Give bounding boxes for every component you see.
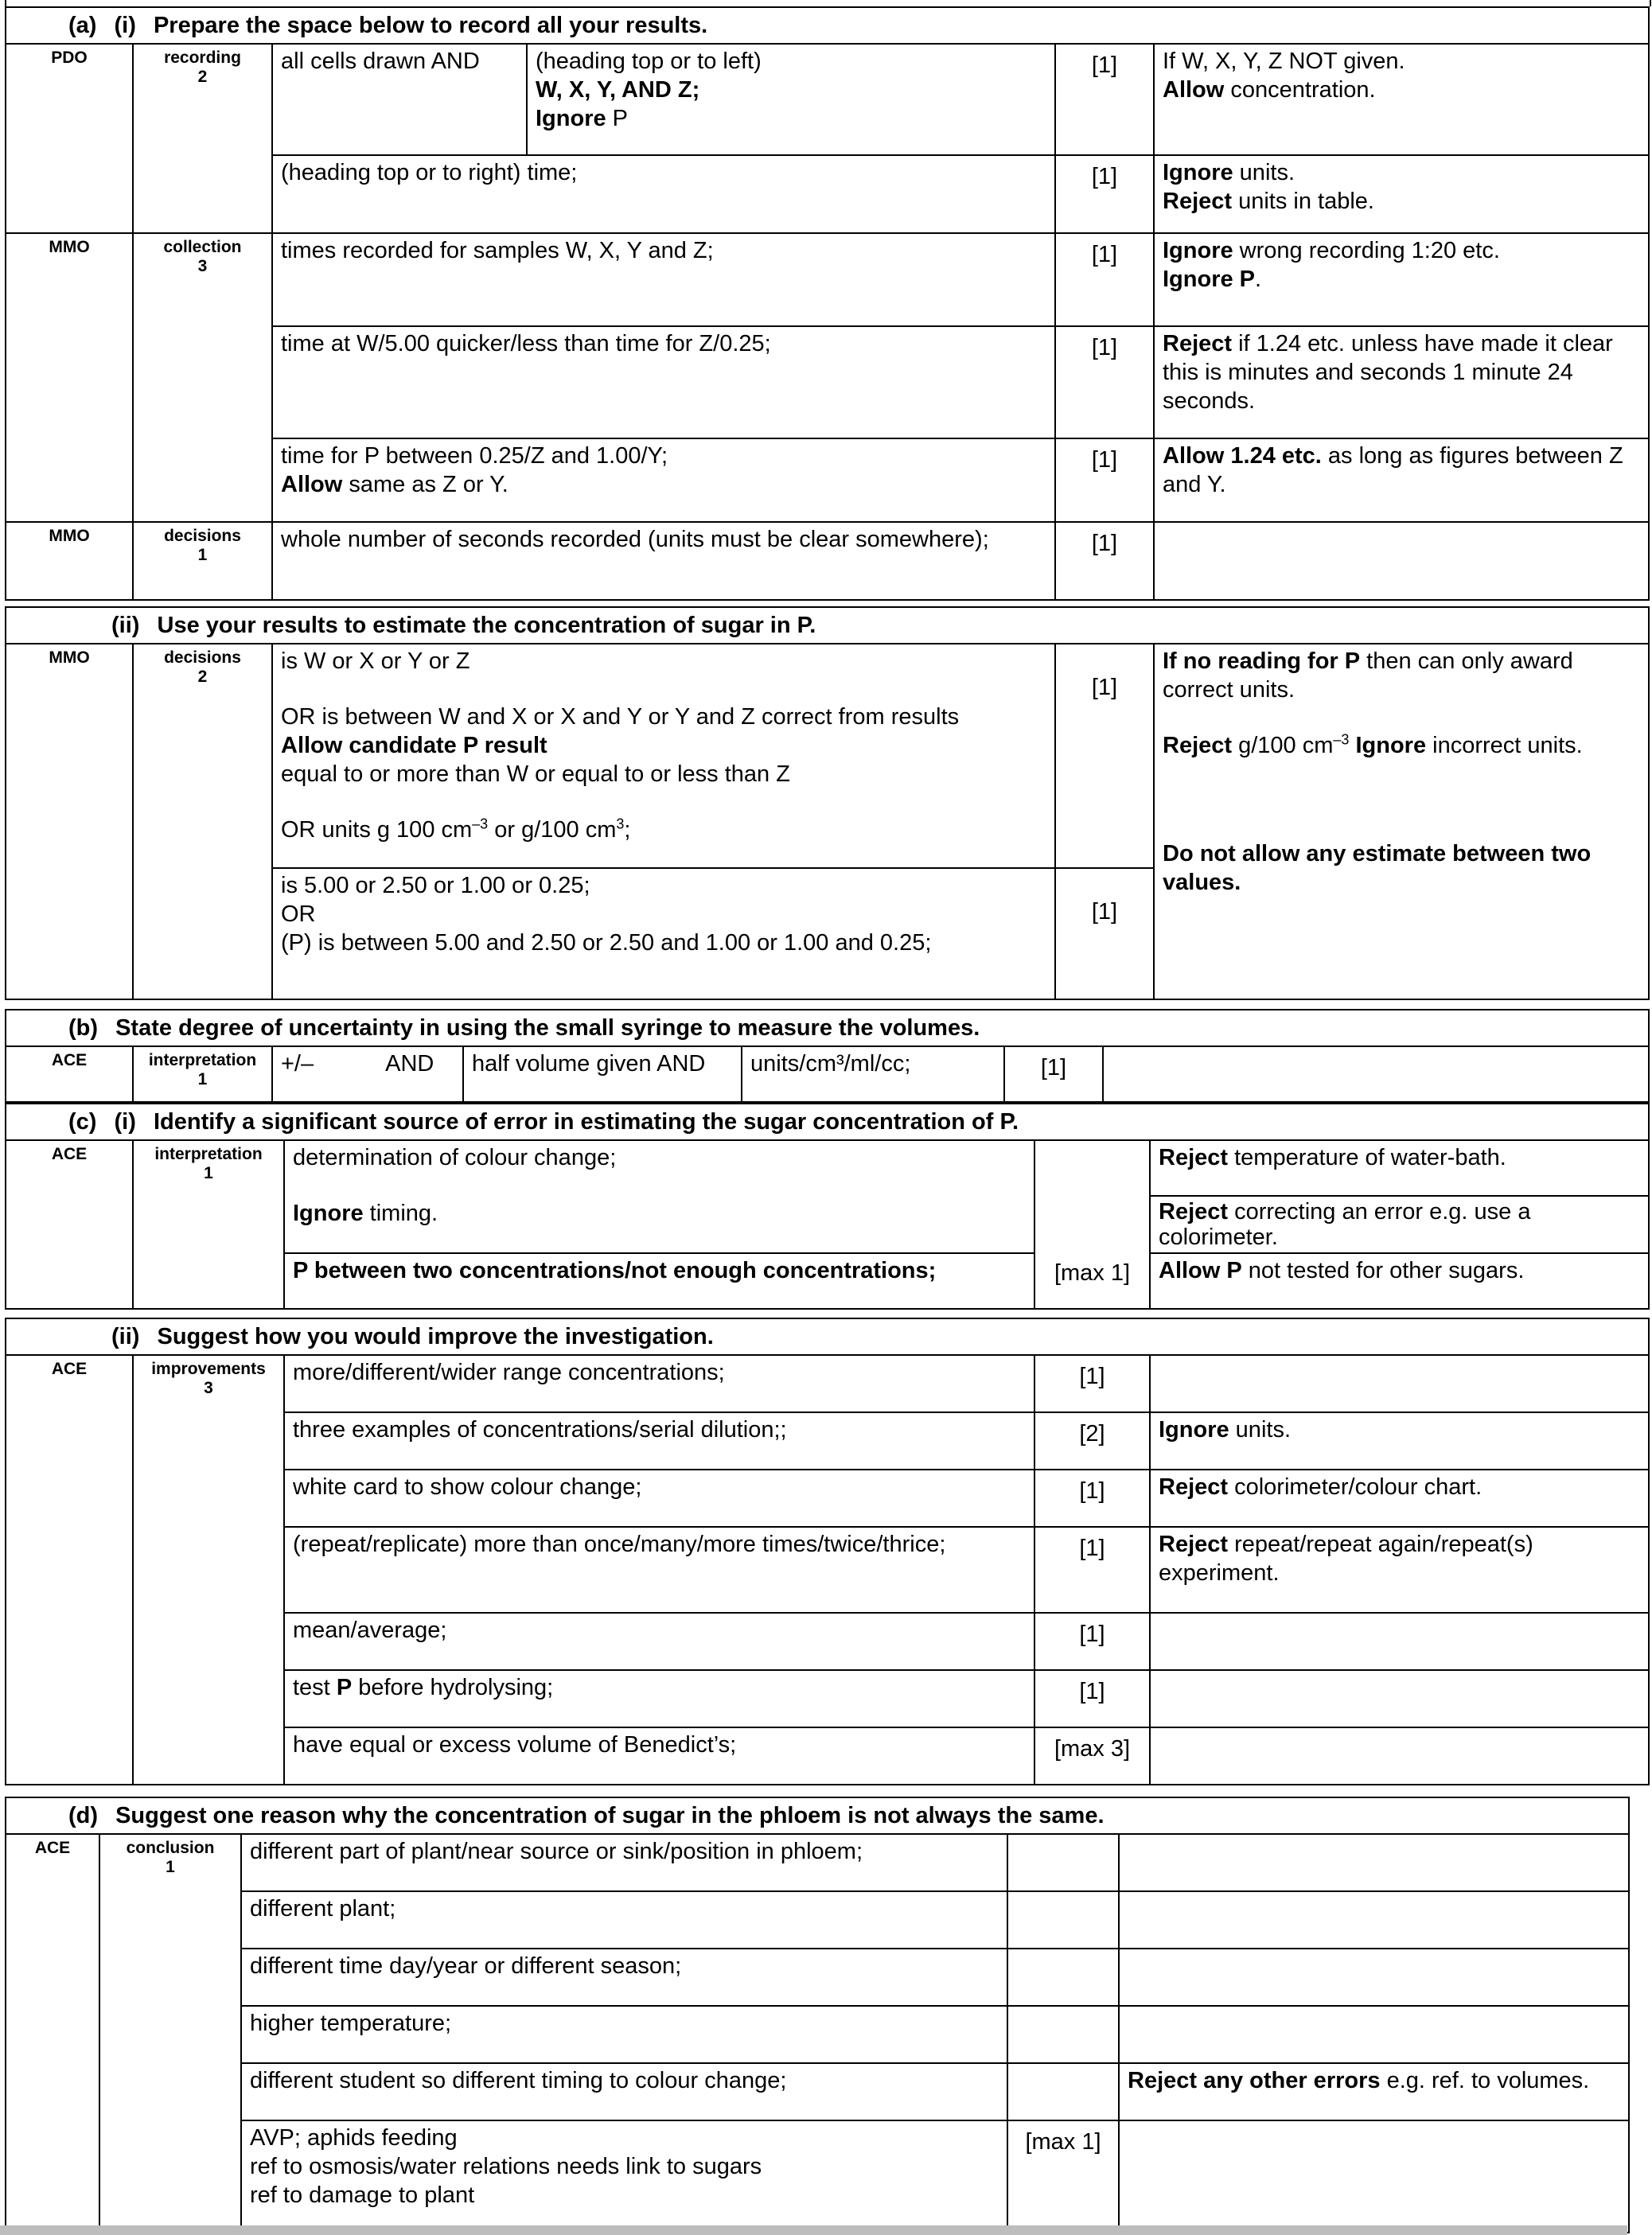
guidance-cell bbox=[1154, 522, 1649, 600]
guidance-cell: Allow 1.24 etc. as long as figures between Z and Y. bbox=[1154, 438, 1649, 522]
guidance-cell: If W, X, Y, Z NOT given. Allow concentration. bbox=[1154, 44, 1649, 155]
guidance-cell: Ignore units. Reject units in table. bbox=[1154, 155, 1649, 233]
section-c-ii-heading bbox=[6, 1318, 1649, 1355]
answer-cell: different student so different timing to colour change; bbox=[241, 2063, 1007, 2120]
assessment-code: PDO bbox=[6, 44, 133, 233]
assessment-code: MMO bbox=[6, 644, 133, 999]
skill-cell: interpretation 1 bbox=[133, 1046, 272, 1102]
mark-cell: [max 3] bbox=[1034, 1727, 1150, 1785]
mark-cell: [max 1] bbox=[1034, 1140, 1150, 1309]
answer-cell: P between two concentrations/not enough concentrations; bbox=[284, 1253, 1034, 1309]
assessment-code: ACE bbox=[6, 1046, 133, 1102]
section-c-heading bbox=[6, 1104, 1649, 1140]
question-text: Use your results to estimate the concentration of sugar in P. bbox=[157, 613, 816, 638]
skill-cell: improvements 3 bbox=[133, 1355, 284, 1785]
guidance-cell: Reject repeat/repeat again/repeat(s) experiment. bbox=[1150, 1527, 1649, 1613]
mark-cell: [1] bbox=[1034, 1613, 1150, 1670]
section-b-heading bbox=[6, 1010, 1649, 1046]
answer-cell: different time day/year or different season; bbox=[241, 1949, 1007, 2006]
section-a-table bbox=[5, 6, 1650, 601]
subsection-label: (i) bbox=[114, 1109, 136, 1135]
section-c-ii-table bbox=[5, 1318, 1650, 1785]
answer-cell: is W or X or Y or Z OR is between W and X or X and Y or Y and Z correct from results Allow candidate P result equal to or more than W or equal to or less than Z OR units g 100 $cm^{-3}$ or g/100 $cm^3$; bbox=[272, 644, 1055, 868]
mark-cell: [1] bbox=[1034, 1470, 1150, 1527]
answer-cell: (heading top or to right) time; bbox=[272, 155, 1055, 233]
bottom-shade bbox=[0, 2225, 1627, 2235]
guidance-cell bbox=[1150, 1613, 1649, 1670]
subsection-label: (ii) bbox=[111, 613, 140, 638]
answer-cell: time for P between 0.25/Z and 1.00/Y; Allow same as Z or Y. bbox=[272, 438, 1055, 522]
skill-cell: decisions 2 bbox=[133, 644, 272, 999]
mark-cell bbox=[1007, 2006, 1119, 2063]
guidance-cell: If no reading for P then can only award correct units. Reject g/100 $cm^{-3}$ Ignore incorrect units. Do not allow any estimate between two values. bbox=[1154, 644, 1649, 999]
answer-cell: half volume given AND bbox=[463, 1046, 742, 1102]
assessment-code: ACE bbox=[6, 1140, 133, 1309]
answer-cell: time at W/5.00 quicker/less than time for Z/0.25; bbox=[272, 326, 1055, 438]
section-c-table bbox=[5, 1103, 1650, 1310]
mark-cell: [1] bbox=[1055, 438, 1154, 522]
section-d-table bbox=[5, 1797, 1630, 2233]
section-label: (b) bbox=[68, 1015, 99, 1041]
mark-cell: [2] bbox=[1034, 1412, 1150, 1470]
mark-cell: [max 1] bbox=[1007, 2120, 1119, 2233]
section-label: (d) bbox=[68, 1803, 99, 1828]
mark-cell: [1] bbox=[1034, 1670, 1150, 1727]
guidance-cell bbox=[1119, 1949, 1629, 2006]
guidance-cell: Reject colorimeter/colour chart. bbox=[1150, 1470, 1649, 1527]
answer-cell: (repeat/replicate) more than once/many/more times/twice/thrice; bbox=[284, 1527, 1034, 1613]
mark-cell bbox=[1007, 1949, 1119, 2006]
guidance-cell bbox=[1150, 1727, 1649, 1785]
section-label: (c) bbox=[68, 1109, 97, 1135]
guidance-cell: Reject temperature of water-bath. Reject correcting an error e.g. use a colorimeter. bbox=[1150, 1140, 1649, 1253]
guidance-cell bbox=[1119, 2006, 1629, 2063]
section-label: (a) bbox=[68, 13, 97, 38]
answer-cell: test P before hydrolysing; bbox=[284, 1670, 1034, 1727]
answer-cell: determination of colour change; Ignore timing. bbox=[284, 1140, 1034, 1253]
answer-cell: white card to show colour change; bbox=[284, 1470, 1034, 1527]
question-text: Suggest how you would improve the investigation. bbox=[157, 1324, 714, 1349]
mark-cell: [1] bbox=[1055, 44, 1154, 155]
answer-cell: units/cm³/ml/cc; bbox=[742, 1046, 1004, 1102]
guidance-cell bbox=[1150, 1670, 1649, 1727]
assessment-code: ACE bbox=[6, 1355, 133, 1785]
answer-cell: three examples of concentrations/serial dilution;; bbox=[284, 1412, 1034, 1470]
subsection-label: (i) bbox=[114, 13, 136, 38]
top-border bbox=[5, 0, 1651, 6]
answer-cell: (heading top or to left) W, X, Y, AND Z; Ignore P bbox=[527, 44, 1055, 155]
assessment-code: ACE bbox=[6, 1834, 99, 2233]
mark-cell: [1] bbox=[1055, 233, 1154, 326]
answer-cell: higher temperature; bbox=[241, 2006, 1007, 2063]
skill-cell: decisions 1 bbox=[133, 522, 272, 600]
mark-cell: [1] bbox=[1004, 1046, 1103, 1102]
skill-cell: recording 2 bbox=[133, 44, 272, 233]
skill-cell: interpretation 1 bbox=[133, 1140, 284, 1309]
answer-cell: AVP; aphids feeding ref to osmosis/water relations needs link to sugars ref to damage to plant bbox=[241, 2120, 1007, 2233]
answer-cell: whole number of seconds recorded (units must be clear somewhere); bbox=[272, 522, 1055, 600]
section-a-ii-table bbox=[5, 606, 1650, 1000]
mark-cell bbox=[1007, 2063, 1119, 2120]
guidance-cell bbox=[1119, 1834, 1629, 1891]
guidance-cell bbox=[1150, 1355, 1649, 1412]
question-text: State degree of uncertainty in using the small syringe to measure the volumes. bbox=[115, 1015, 980, 1041]
guidance-cell: Reject any other errors e.g. ref. to volumes. bbox=[1119, 2063, 1629, 2120]
question-text: Suggest one reason why the concentration of sugar in the phloem is not always the same. bbox=[115, 1803, 1105, 1828]
answer-cell: times recorded for samples W, X, Y and Z; bbox=[272, 233, 1055, 326]
answer-cell: is 5.00 or 2.50 or 1.00 or 0.25; OR (P) is between 5.00 and 2.50 or 2.50 and 1.00 or 1.00 and 0.25; bbox=[272, 868, 1055, 999]
mark-cell bbox=[1007, 1891, 1119, 1949]
question-text: Prepare the space below to record all your results. bbox=[153, 13, 708, 38]
section-b-table bbox=[5, 1009, 1650, 1103]
assessment-code: MMO bbox=[6, 233, 133, 522]
subsection-label: (ii) bbox=[111, 1324, 140, 1349]
guidance-cell: Ignore wrong recording 1:20 etc. Ignore P. bbox=[1154, 233, 1649, 326]
mark-cell: [1] bbox=[1055, 522, 1154, 600]
mark-cell: [1] bbox=[1034, 1527, 1150, 1613]
skill-cell: conclusion 1 bbox=[99, 1834, 241, 2233]
guidance-cell bbox=[1119, 2120, 1629, 2233]
answer-cell: different plant; bbox=[241, 1891, 1007, 1949]
mark-cell bbox=[1007, 1834, 1119, 1891]
guidance-cell bbox=[1119, 1891, 1629, 1949]
mark-cell: [1] bbox=[1034, 1355, 1150, 1412]
question-text: Identify a significant source of error in estimating the sugar concentration of P. bbox=[153, 1109, 1019, 1135]
guidance-cell: Reject if 1.24 etc. unless have made it clear this is minutes and seconds 1 minute 24 seconds. bbox=[1154, 326, 1649, 438]
mark-cell: [1] bbox=[1055, 155, 1154, 233]
mark-cell: [1] bbox=[1055, 644, 1154, 868]
answer-cell: mean/average; bbox=[284, 1613, 1034, 1670]
guidance-cell: Ignore units. bbox=[1150, 1412, 1649, 1470]
assessment-code: MMO bbox=[6, 522, 133, 600]
skill-cell: collection 3 bbox=[133, 233, 272, 522]
guidance-cell: Allow P not tested for other sugars. bbox=[1150, 1253, 1649, 1309]
answer-cell: different part of plant/near source or sink/position in phloem; bbox=[241, 1834, 1007, 1891]
mark-cell: [1] bbox=[1055, 868, 1154, 999]
answer-cell: have equal or excess volume of Benedict’s; bbox=[284, 1727, 1034, 1785]
answer-cell: all cells drawn AND bbox=[272, 44, 527, 155]
guidance-cell bbox=[1103, 1046, 1649, 1102]
mark-cell: [1] bbox=[1055, 326, 1154, 438]
section-a-ii-heading bbox=[6, 607, 1649, 644]
section-a-heading bbox=[6, 7, 1649, 44]
section-d-heading bbox=[6, 1797, 1629, 1834]
answer-cell: more/different/wider range concentrations; bbox=[284, 1355, 1034, 1412]
answer-cell: +/– AND bbox=[272, 1046, 463, 1102]
